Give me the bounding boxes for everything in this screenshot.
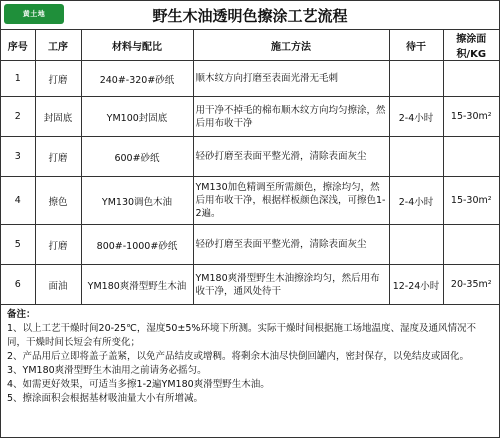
header-dry: 待干 [389,30,443,61]
row-area [443,61,499,97]
notes-title: 备注： [7,309,36,320]
header-area: 擦涂面积/KG [443,30,499,61]
row-method: YM130加色精调至所需颜色，擦涂均匀，然后用布收干净，根据样板颜色深浅，可擦色1-2遍。 [193,177,389,225]
note-item: 5、擦涂面积会根据基材吸油量大小有所增减。 [7,393,204,404]
row-no: 4 [1,177,35,225]
row-step: 封固底 [35,97,81,137]
note-item: 3、YM180爽滑型野生木油用之前请务必摇匀。 [7,365,207,376]
row-step: 面油 [35,265,81,305]
page-title: 野生木油透明色擦涂工艺流程 [152,7,348,25]
row-no: 3 [1,137,35,177]
header-method: 施工方法 [193,30,389,61]
row-area: 15-30m² [443,97,499,137]
document-header [1,1,499,30]
row-material: 600#砂纸 [81,137,193,177]
row-method: YM180爽滑型野生木油擦涂均匀，然后用布收干净，通风处待干 [193,265,389,305]
row-material: YM100封固底 [81,97,193,137]
table-row [1,177,499,225]
row-method: 轻砂打磨至表面平整光滑，清除表面灰尘 [193,225,389,265]
row-dry [389,225,443,265]
header-no: 序号 [1,30,35,61]
table-row [1,97,499,137]
brand-logo-text: 黄土地 [22,10,46,18]
table-row [1,61,499,97]
row-area [443,225,499,265]
row-no: 6 [1,265,35,305]
row-dry [389,137,443,177]
table-row [1,137,499,177]
row-dry [389,61,443,97]
row-step: 打磨 [35,225,81,265]
row-step: 打磨 [35,61,81,97]
table-header-row [1,30,499,61]
row-material: YM180爽滑型野生木油 [81,265,193,305]
row-area: 15-30m² [443,177,499,225]
row-area: 20-35m² [443,265,499,305]
row-step: 擦色 [35,177,81,225]
row-no: 2 [1,97,35,137]
row-step: 打磨 [35,137,81,177]
notes-section [1,305,499,409]
row-method: 用干净不掉毛的棉布顺木纹方向均匀擦涂，然后用布收干净 [193,97,389,137]
row-material: YM130调色木油 [81,177,193,225]
row-no: 1 [1,61,35,97]
row-method: 轻砂打磨至表面平整光滑，清除表面灰尘 [193,137,389,177]
table-row [1,225,499,265]
row-method: 顺木纹方向打磨至表面光滑无毛刺 [193,61,389,97]
row-dry: 2-4小时 [389,177,443,225]
note-item: 4、如需更好效果，可适当多擦1-2遍YM180爽滑型野生木油。 [7,379,270,390]
row-area [443,137,499,177]
row-dry: 2-4小时 [389,97,443,137]
row-dry: 12-24小时 [389,265,443,305]
note-item: 1、以上工艺干燥时间20-25℃，湿度50±5%环境下所测。实际干燥时间根据施工场地温度、湿度及通风情况不同，干燥时间长短会有所变化； [7,323,476,348]
row-no: 5 [1,225,35,265]
header-material: 材料与配比 [81,30,193,61]
process-table [1,30,499,305]
table-row [1,265,499,305]
row-material: 800#-1000#砂纸 [81,225,193,265]
note-item: 2、产品用后立即将盖子盖紧，以免产品结皮或增稠。将剩余木油尽快倒回罐内，密封保存，以免结皮或固化。 [7,351,470,362]
row-material: 240#-320#砂纸 [81,61,193,97]
header-step: 工序 [35,30,81,61]
